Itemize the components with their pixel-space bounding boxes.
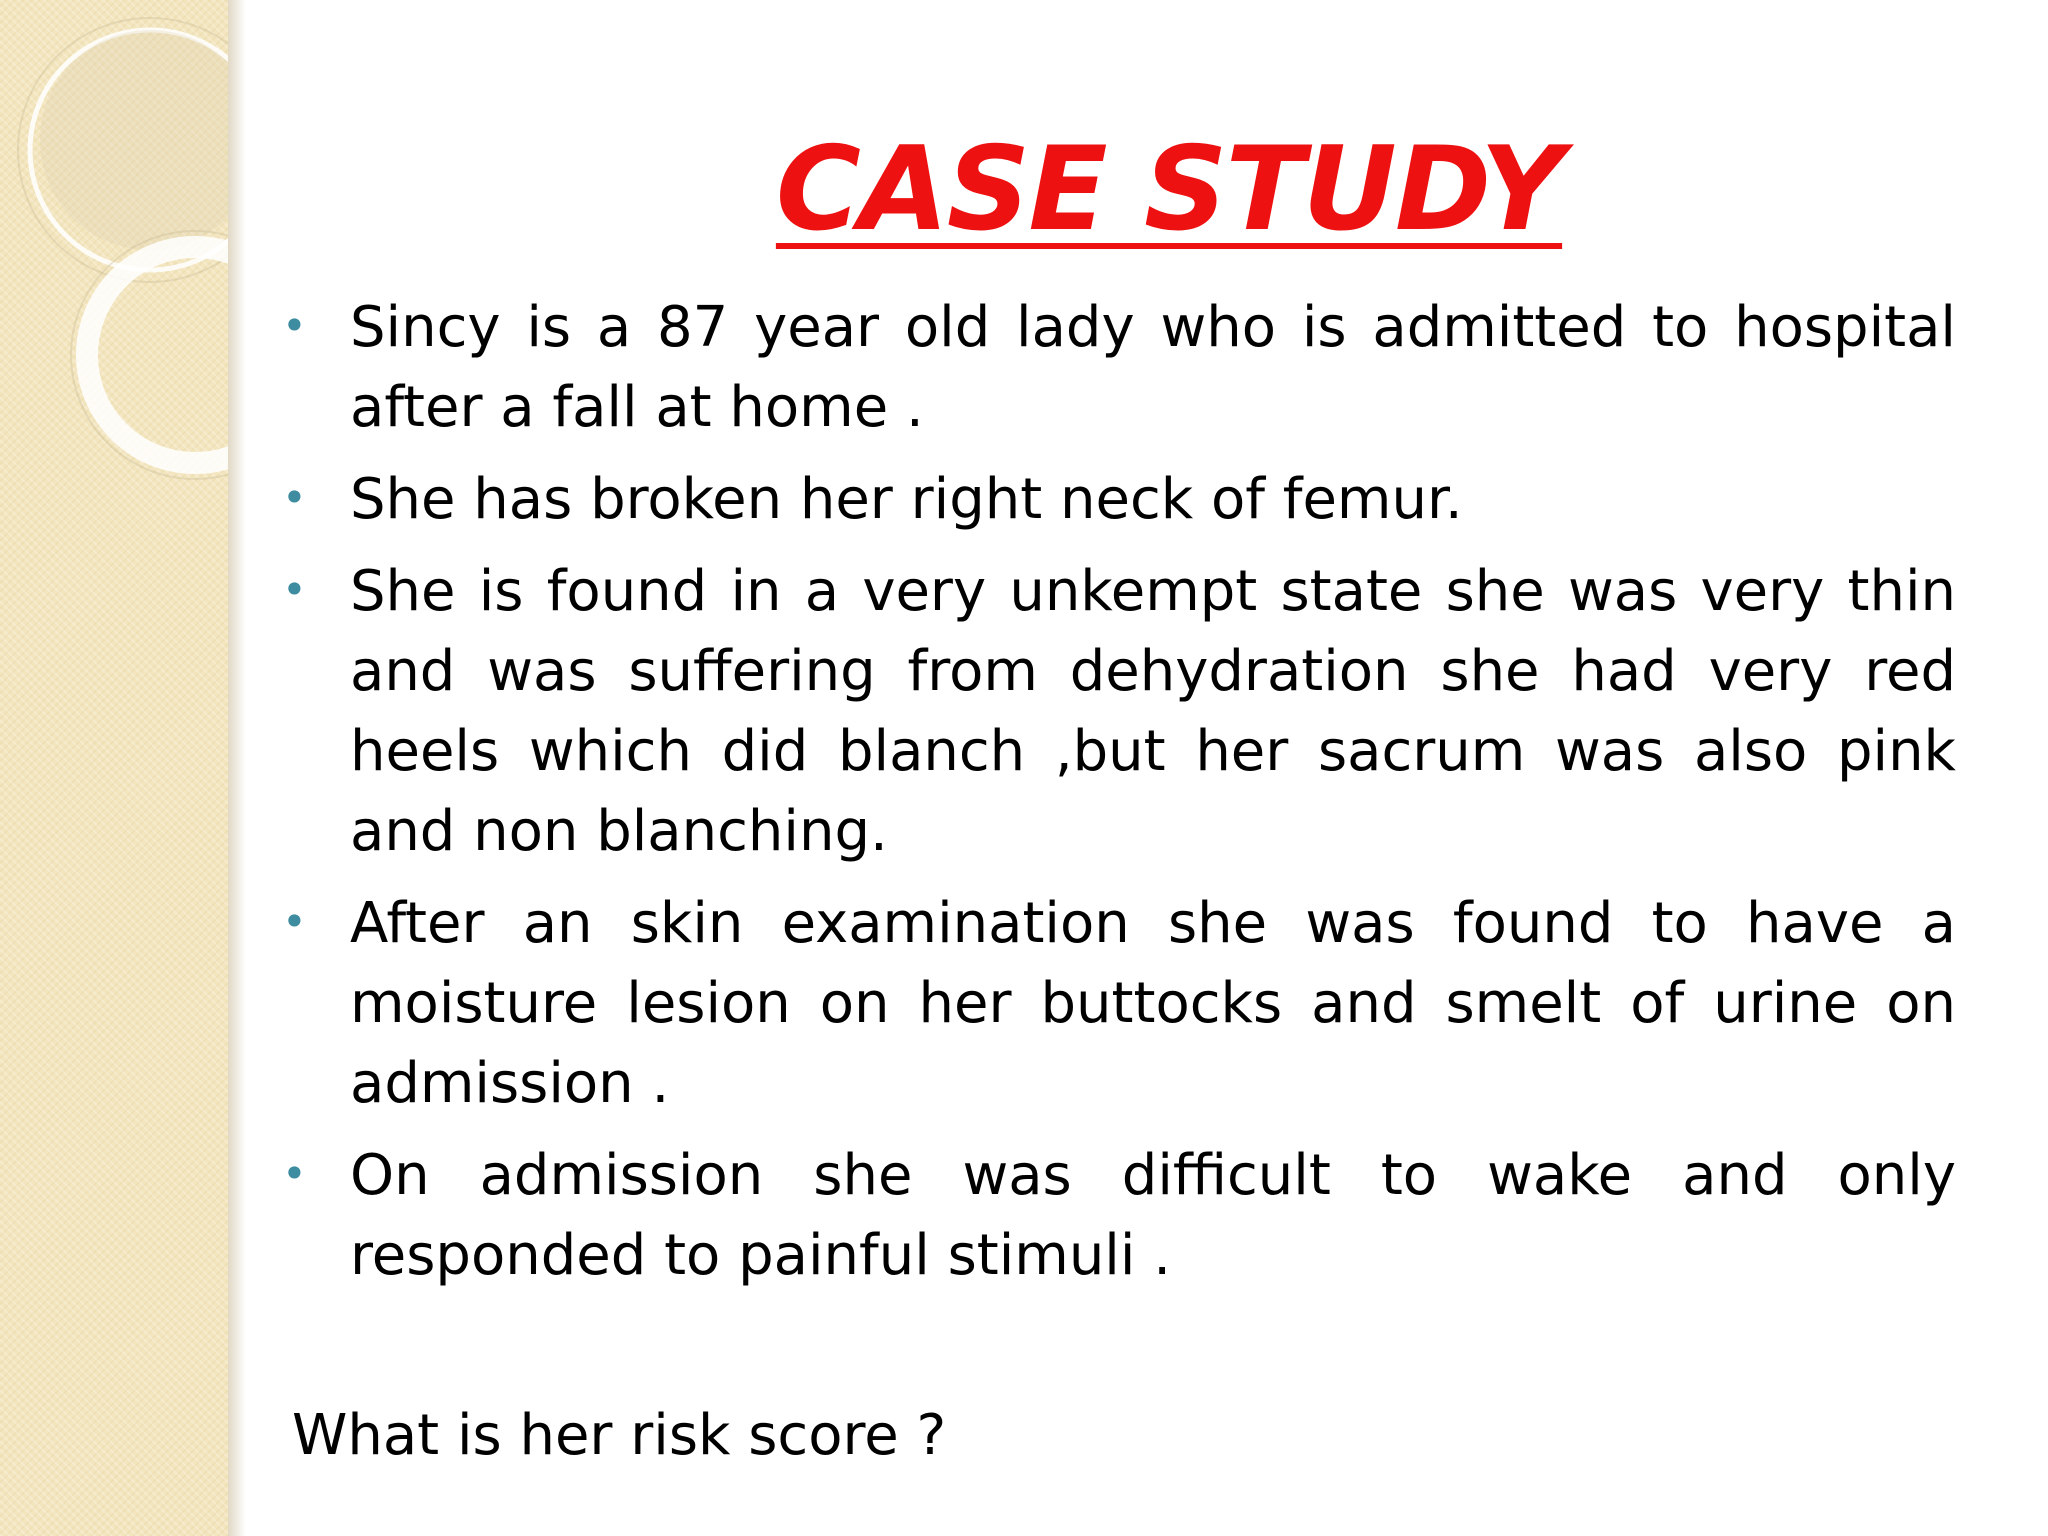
bullet-text: She has broken her right neck of femur. (350, 467, 1463, 532)
decorative-side-panel (0, 0, 228, 1536)
risk-score-question: What is her risk score ? (292, 1403, 947, 1468)
bullet-item (280, 288, 1956, 448)
bullet-text: She is found in a very unkempt state she was very thin and was suffering from dehydration she had very red heels which did blanch ,but her sacrum was also pink and non blanching. (350, 559, 1956, 864)
bullet-dot-icon: • (282, 473, 307, 522)
slide-title: CASE STUDY (775, 121, 1563, 257)
side-panel-edge (228, 0, 246, 1536)
bullet-list (280, 288, 1956, 1308)
bullet-dot-icon: • (282, 897, 307, 946)
bullet-item (280, 1136, 1956, 1296)
decorative-rings (0, 0, 228, 1536)
bullet-dot-icon: • (282, 301, 307, 350)
bullet-dot-icon: • (282, 565, 307, 614)
bullet-item (280, 552, 1956, 872)
bullet-item (280, 884, 1956, 1124)
bullet-text: On admission she was difficult to wake and only responded to painful stimuli . (350, 1143, 1956, 1288)
bullet-text: Sincy is a 87 year old lady who is admitted to hospital after a fall at home . (350, 295, 1956, 440)
bullet-dot-icon: • (282, 1149, 307, 1198)
bullet-item (280, 460, 1956, 540)
bullet-text: After an skin examination she was found to have a moisture lesion on her buttocks and smelt of urine on admission . (350, 891, 1956, 1116)
